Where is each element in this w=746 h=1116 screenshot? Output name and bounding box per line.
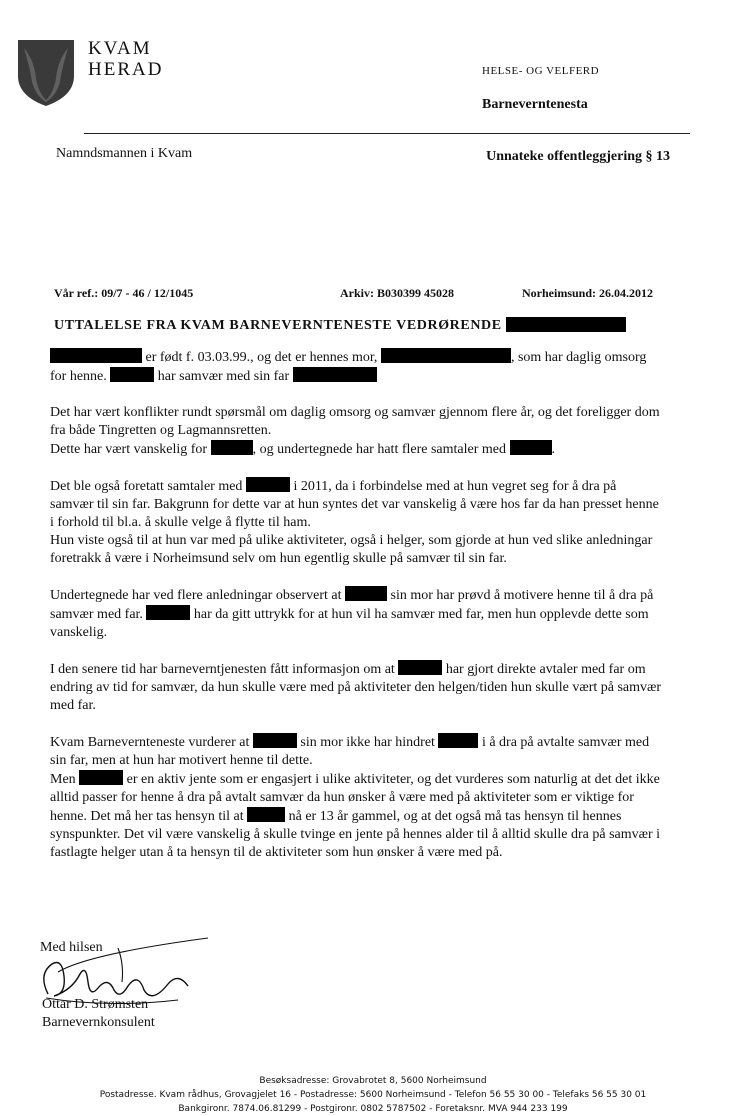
- redaction-box: [247, 807, 285, 822]
- text-span: i 2011, da i forbindelse med at hun vegret seg for å dra på samvær til sin far. Bakgrunn for dette var at hun syntes det var vanskelig å være hos far da han presset henne i forhold til bl.a. å skulle velge å flytte til ham.: [50, 479, 659, 530]
- redaction-box: [246, 477, 290, 492]
- paragraph-3: [50, 477, 662, 568]
- text-span: Undertegnede har ved flere anledningar observert at: [50, 588, 346, 603]
- text-span: Det har vært konflikter rundt spørsmål om daglig omsorg og samvær gjennom flere år, og det foreligger dom fra både Tingretten og Lagmannsretten.: [50, 405, 660, 438]
- coat-of-arms-icon: [16, 38, 76, 108]
- recipient: Namndsmannen i Kvam: [56, 146, 193, 161]
- redaction-box: [146, 605, 190, 620]
- paragraph-5: [50, 660, 662, 715]
- text-span: sin mor har prøvd å motivere henne til å dra på samvær med far.: [50, 588, 654, 622]
- our-reference: Vår ref.: 09/7 - 46 / 12/1045: [54, 286, 194, 300]
- department-label: HELSE- OG VELFERD: [482, 65, 600, 77]
- redaction-box: [510, 440, 552, 455]
- text-span: I den senere tid har barneverntjenesten fått informasjon om at: [50, 662, 399, 677]
- municipality-line-2: HERAD: [88, 59, 164, 80]
- redaction-box: [293, 367, 377, 382]
- text-span: .: [551, 442, 556, 457]
- place-date: Norheimsund: 26.04.2012: [522, 286, 654, 300]
- text-span: i å dra på avtalte samvær med sin far, men at hun har motivert henne til dette.: [50, 735, 650, 768]
- paragraph-2: [50, 404, 662, 459]
- text-span: Kvam Barneverntenеste vurderer at: [50, 735, 253, 750]
- paragraph-6: [50, 733, 662, 862]
- archive-reference: Arkiv: B030399 45028: [340, 286, 454, 300]
- unit-label: Barneverntenesta: [482, 97, 588, 112]
- redaction-box: [381, 348, 511, 363]
- header-divider: [84, 133, 690, 134]
- text-span: Dette har vært vanskelig for: [50, 442, 211, 457]
- redaction-box: [506, 317, 626, 332]
- signatory-title: Barnevernkonsulent: [42, 1015, 155, 1030]
- paragraph-1: [50, 348, 662, 386]
- signatory-name: Ottar D. Strømsten: [42, 997, 149, 1012]
- letter-body: [50, 348, 662, 880]
- text-span: Men: [50, 772, 80, 787]
- closing-text: Med hilsen: [40, 940, 103, 955]
- text-span: Det ble også foretatt samtaler med: [50, 479, 246, 494]
- municipality-name: [88, 38, 163, 80]
- text-span: nå er 13 år gammel, og at det også må tas hensyn til hennes synspunkter. Det vil være vanskelig å skulle tvinge en jente på hennes alder til å alltid skulle dra på samvær i fastlagte helger utan å ta hensyn til de aktiviteter som hun ønsker å være med på.: [50, 809, 661, 860]
- redaction-box: [398, 660, 442, 675]
- text-span: sin mor ikke har hindret: [296, 735, 439, 750]
- text-span: er født f. 03.03.99., og det er hennes mor,: [142, 350, 381, 365]
- text-span: har samvær med sin far: [154, 369, 293, 384]
- text-span: , som har daglig omsorg for henne.: [50, 350, 647, 384]
- text-span: , og undertegnede har hatt flere samtaler med: [252, 442, 510, 457]
- page-footer: [0, 1074, 746, 1116]
- redaction-box: [253, 733, 297, 748]
- redaction-box: [50, 348, 142, 363]
- text-span: har gjort direkte avtaler med far om endring av tid for samvær, da hun skulle være med på aktiviteter den helgen/tiden hun skulle vært på samvær med far.: [50, 662, 662, 713]
- text-span: har da gitt uttrykk for at hun vil ha samvær med far, men hun opplevde dette som vanskelig.: [50, 607, 649, 640]
- redaction-box: [211, 440, 253, 455]
- footer-postal-address: Postadresse. Kvam rådhus, Grovagjelet 16 - Postadresse: 5600 Norheimsund - Telefon 56 55 30 00 - Telefaks 56 55 30 01: [99, 1090, 647, 1100]
- text-span: er en aktiv jente som er engasjert i ulike aktiviteter, og det vurderes som naturlig at det det ikke alltid passer for henne å dra på avtalt samvær da hun ønsker å være med på aktiviteter som er viktige for henne. Det må her tas hensyn til at: [50, 772, 660, 824]
- redaction-box: [79, 770, 123, 785]
- footer-bank-details: Bankgironr. 7874.06.81299 - Postgironr. 0802 5787502 - Foretaksnr. MVA 944 233 199: [178, 1104, 568, 1114]
- heading-text: UTTALELSE FRA KVAM BARNEVERNTENESTE VEDRØRENDE: [54, 318, 502, 333]
- redaction-box: [110, 367, 154, 382]
- redaction-box: [438, 733, 478, 748]
- paragraph-4: [50, 586, 662, 642]
- redaction-box: [345, 586, 387, 601]
- municipality-line-1: KVAM: [88, 38, 152, 59]
- exemption-label: Unnateke offentleggjering § 13: [486, 149, 670, 164]
- footer-visit-address: Besøksadresse: Grovabrotet 8, 5600 Norheimsund: [259, 1076, 487, 1086]
- text-span: Hun viste også til at hun var med på ulike aktiviteter, også i helger, som gjorde at hun ved slike anledningar foretrakk å være i Norheimsund selv om hun egentlig skulle på samvær til sin far.: [50, 533, 653, 566]
- document-heading: [54, 316, 626, 334]
